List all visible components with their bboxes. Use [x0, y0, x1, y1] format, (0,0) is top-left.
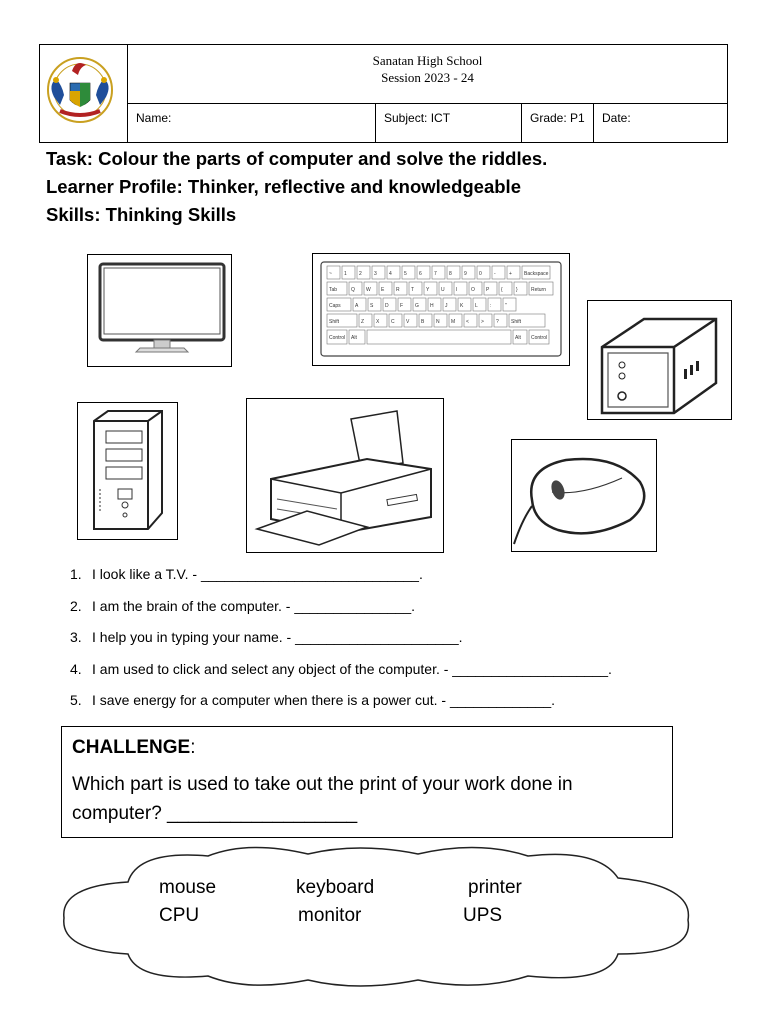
- keyboard-key-label: V: [406, 319, 410, 325]
- printer-icon: [247, 399, 443, 552]
- date-field[interactable]: [594, 104, 727, 142]
- keyboard-key-label: Q: [351, 287, 355, 293]
- word-bank-item: UPS: [463, 905, 503, 926]
- monitor-icon: [88, 255, 231, 366]
- challenge-question: Which part is used to take out the print of your work done in computer? __________________: [72, 774, 573, 824]
- challenge-heading: CHALLENGE:: [72, 737, 196, 758]
- keyboard-key-label: E: [381, 287, 385, 293]
- subject-cell: [376, 104, 522, 142]
- riddle-text: I am the brain of the computer. - _______________.: [92, 597, 416, 614]
- keyboard-key-label: A: [355, 303, 359, 309]
- title-cell: [128, 45, 727, 104]
- keyboard-key-label: M: [451, 319, 456, 325]
- challenge-box[interactable]: [61, 726, 673, 838]
- keyboard-key-label: H: [430, 303, 434, 309]
- school-logo: [40, 45, 126, 140]
- keyboard-key-label: 7: [434, 271, 437, 277]
- keyboard-key-label: Shift: [329, 319, 340, 325]
- keyboard-key-label: <: [466, 319, 469, 325]
- keyboard-key-label: R: [396, 287, 400, 293]
- list-item[interactable]: 2. I am the brain of the computer. - _______________.: [70, 597, 416, 614]
- keyboard-key-label: 4: [389, 271, 392, 277]
- riddle-text: I help you in typing your name. - _____________________.: [92, 629, 463, 645]
- keyboard-key-label: Control: [531, 335, 548, 341]
- keyboard-key-label: L: [475, 303, 478, 309]
- keyboard-key-label: P: [486, 287, 490, 293]
- mouse-icon: [512, 440, 656, 551]
- keyboard-key-label: 0: [479, 271, 482, 277]
- list-item[interactable]: 4. I am used to click and select any object of the computer. - ____________________.: [70, 660, 612, 677]
- word-bank-cloud: [58, 842, 698, 992]
- skills-line: Skills: Thinking Skills: [46, 204, 237, 225]
- riddle-text: I am used to click and select any object of the computer. - ____________________.: [92, 660, 612, 677]
- session: Session 2023 - 24: [381, 70, 474, 85]
- list-item[interactable]: 3. I help you in typing your name. - _____________________.: [70, 629, 463, 645]
- heading-block: [46, 145, 547, 229]
- keyboard-key-label: -: [494, 271, 496, 277]
- keyboard-key-label: >: [481, 319, 484, 325]
- keyboard-key-label: Shift: [511, 319, 522, 325]
- keyboard-key-label: ": [505, 303, 507, 309]
- name-field[interactable]: [128, 104, 376, 142]
- keyboard-key-label: 5: [404, 271, 407, 277]
- keyboard-key-label: Control: [329, 335, 346, 341]
- printer-picture: [246, 398, 444, 553]
- keyboard-key-label: 8: [449, 271, 452, 277]
- riddle-text: I save energy for a computer when there is a power cut. - _____________.: [92, 692, 556, 708]
- keyboard-key-label: Alt: [351, 335, 357, 341]
- keyboard-key-label: Return: [531, 287, 547, 293]
- header-table: [39, 44, 728, 143]
- keyboard-key-label: O: [471, 287, 475, 293]
- subject-label: Subject: ICT: [384, 111, 451, 125]
- grade-label: Grade: P1: [530, 111, 585, 125]
- keyboard-key-label: U: [441, 287, 445, 293]
- challenge-label: CHALLENGE: [72, 737, 191, 758]
- keyboard-key-label: ?: [496, 319, 499, 325]
- mouse-picture: [511, 439, 657, 552]
- keyboard-key-label: G: [415, 303, 419, 309]
- keyboard-picture: [312, 253, 570, 366]
- keyboard-key-label: I: [456, 287, 458, 293]
- ups-picture: [587, 300, 732, 420]
- keyboard-key-label: Z: [361, 319, 365, 325]
- grade-cell: [522, 104, 594, 142]
- keyboard-key-label: 1: [344, 271, 347, 277]
- keyboard-key-label: 9: [464, 271, 467, 277]
- riddle-text: I look like a T.V. - ____________________________.: [92, 566, 423, 582]
- word-bank-item: monitor: [298, 905, 362, 926]
- keyboard-key-label: 3: [374, 271, 377, 277]
- learner-profile-line: Learner Profile: Thinker, reflective and knowledgeable: [46, 176, 521, 197]
- keyboard-key-label: S: [370, 303, 374, 309]
- keyboard-key-label: N: [436, 319, 440, 325]
- word-bank-item: CPU: [159, 905, 200, 926]
- list-item[interactable]: 5. I save energy for a computer when there is a power cut. - _____________.: [70, 692, 556, 708]
- cpu-icon: [78, 403, 177, 539]
- keyboard-key-label: :: [490, 303, 492, 309]
- keyboard-key-label: 6: [419, 271, 422, 277]
- word-bank-item: mouse: [159, 877, 217, 898]
- cpu-picture: [77, 402, 178, 540]
- word-bank-item: printer: [468, 877, 522, 898]
- task-line: Task: Colour the parts of computer and solve the riddles.: [46, 148, 548, 169]
- keyboard-key-label: C: [391, 319, 395, 325]
- logo-cell: [40, 45, 128, 142]
- keyboard-key-label: Tab: [329, 287, 338, 293]
- keyboard-key-label: B: [421, 319, 425, 325]
- keyboard-key-label: {: [501, 287, 503, 293]
- riddle-list: [70, 559, 612, 717]
- monitor-picture: [87, 254, 232, 367]
- keyboard-key-label: D: [385, 303, 389, 309]
- keyboard-key-label: K: [460, 303, 464, 309]
- keyboard-key-label: T: [411, 287, 415, 293]
- keyboard-key-label: +: [509, 271, 512, 277]
- keyboard-key-label: Alt: [515, 335, 521, 341]
- date-label: Date:: [602, 111, 631, 125]
- school-name: Sanatan High School: [372, 53, 483, 68]
- ups-icon: [588, 301, 731, 419]
- keyboard-key-label: F: [400, 303, 404, 309]
- keyboard-key-label: W: [366, 287, 371, 293]
- keyboard-key-label: 2: [359, 271, 362, 277]
- keyboard-key-label: }: [516, 287, 518, 293]
- keyboard-key-label: Backspace: [524, 271, 549, 277]
- name-label: Name:: [136, 111, 172, 125]
- word-bank-item: keyboard: [296, 877, 375, 898]
- keyboard-key-label: ~: [329, 271, 332, 277]
- keyboard-key-label: Caps: [329, 303, 341, 309]
- keyboard-key-label: J: [445, 303, 448, 309]
- keyboard-key-label: Y: [426, 287, 430, 293]
- keyboard-icon: [313, 254, 569, 365]
- list-item[interactable]: 1. I look like a T.V. - ____________________________.: [70, 566, 423, 582]
- keyboard-spacebar: [367, 330, 511, 344]
- keyboard-key-label: X: [376, 319, 380, 325]
